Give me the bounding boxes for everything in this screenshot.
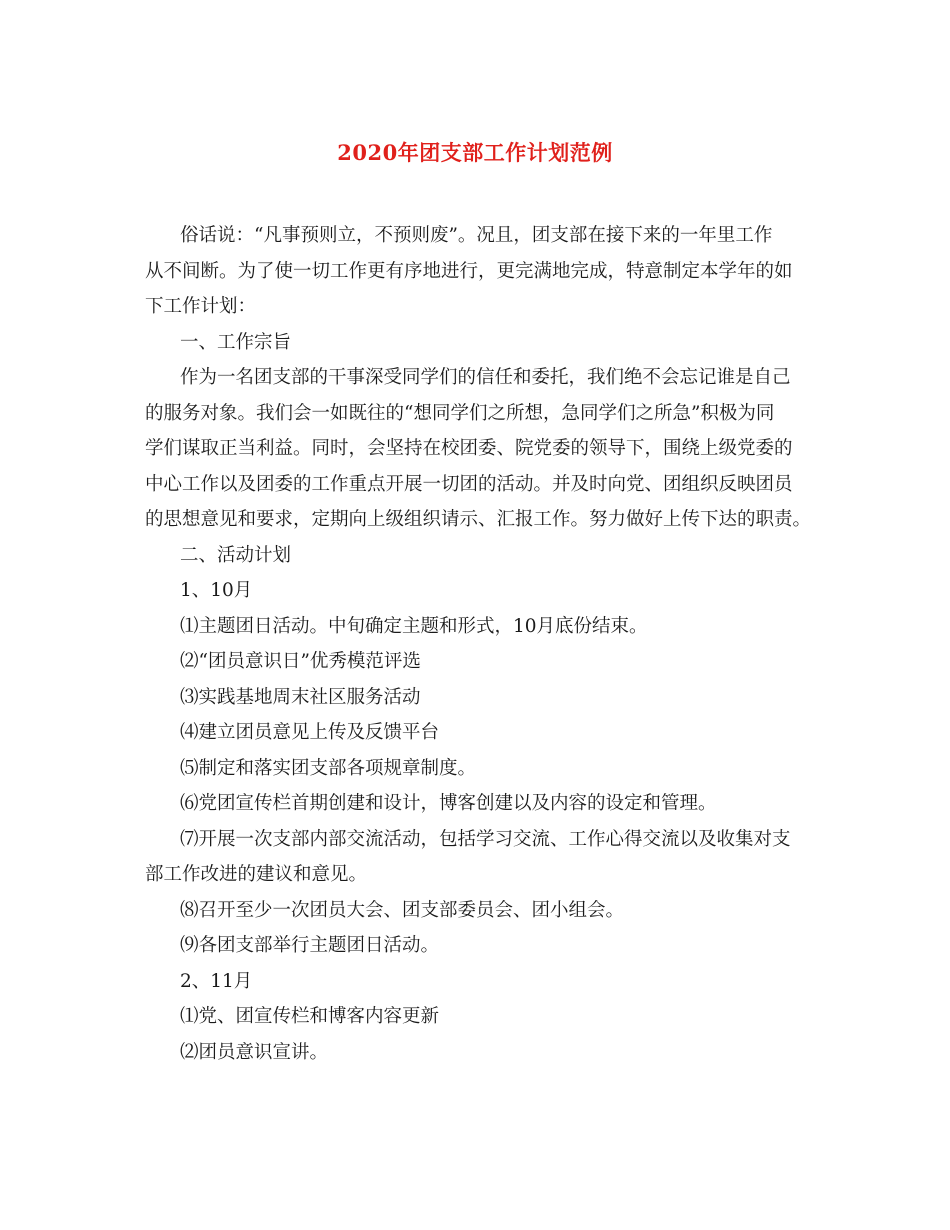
text-line: ⑺开展一次支部内部交流活动，包括学习交流、工作心得交流以及收集对支 xyxy=(180,828,791,850)
text-line: 作为一名团支部的干事深受同学们的信任和委托，我们绝不会忘记谁是自己 xyxy=(180,367,791,388)
text-line: ⑹党团宣传栏首期创建和设计，博客创建以及内容的设定和管理。 xyxy=(180,793,717,814)
text-line: ⑻召开至少一次团员大会、团支部委员会、团小组会。 xyxy=(180,899,625,921)
text-line: ⑴党、团宣传栏和博客内容更新 xyxy=(180,1006,440,1027)
text-line: 部工作改进的建议和意见。 xyxy=(145,864,368,885)
text-line: ⑵“团员意识日”优秀模范评选 xyxy=(180,651,421,672)
text-line: 中心工作以及团委的工作重点开展一切团的活动。并及时向党、团组织反映团员 xyxy=(145,473,793,495)
text-line: 下工作计划： xyxy=(145,296,257,317)
document-body xyxy=(145,218,810,1070)
text-line: 的服务对象。我们会一如既往的“想同学们之所想，急同学们之所急”积极为同 xyxy=(145,402,775,424)
document-title: 2020年团支部工作计划范例 xyxy=(337,140,613,165)
text-line: 1、10月 xyxy=(180,580,253,601)
text-line: ⑴主题团日活动。中旬确定主题和形式，10月底份结束。 xyxy=(180,615,648,637)
text-line: ⑶实践基地周末社区服务活动 xyxy=(180,686,421,708)
text-line: ⑷建立团员意见上传及反馈平台 xyxy=(180,722,440,743)
text-line: 2、11月 xyxy=(180,970,253,992)
text-line: ⑵团员意识宣讲。 xyxy=(180,1041,329,1063)
text-line: 的思想意见和要求，定期向上级组织请示、汇报工作。努力做好上传下达的职责。 xyxy=(145,509,812,530)
text-line: ⑸制定和落实团支部各项规章制度。 xyxy=(180,757,477,779)
text-line: ⑼各团支部举行主题团日活动。 xyxy=(180,935,440,956)
text-line: 学们谋取正当利益。同时，会坚持在校团委、院党委的领导下，围绕上级党委的 xyxy=(145,438,793,459)
text-line: 一、工作宗旨 xyxy=(180,331,292,353)
text-line: 二、活动计划 xyxy=(180,544,292,566)
text-line: 从不间断。为了使一切工作更有序地进行，更完满地完成，特意制定本学年的如 xyxy=(145,260,793,282)
text-line: 俗话说：“凡事预则立，不预则废”。况且，团支部在接下来的一年里工作 xyxy=(180,225,773,246)
